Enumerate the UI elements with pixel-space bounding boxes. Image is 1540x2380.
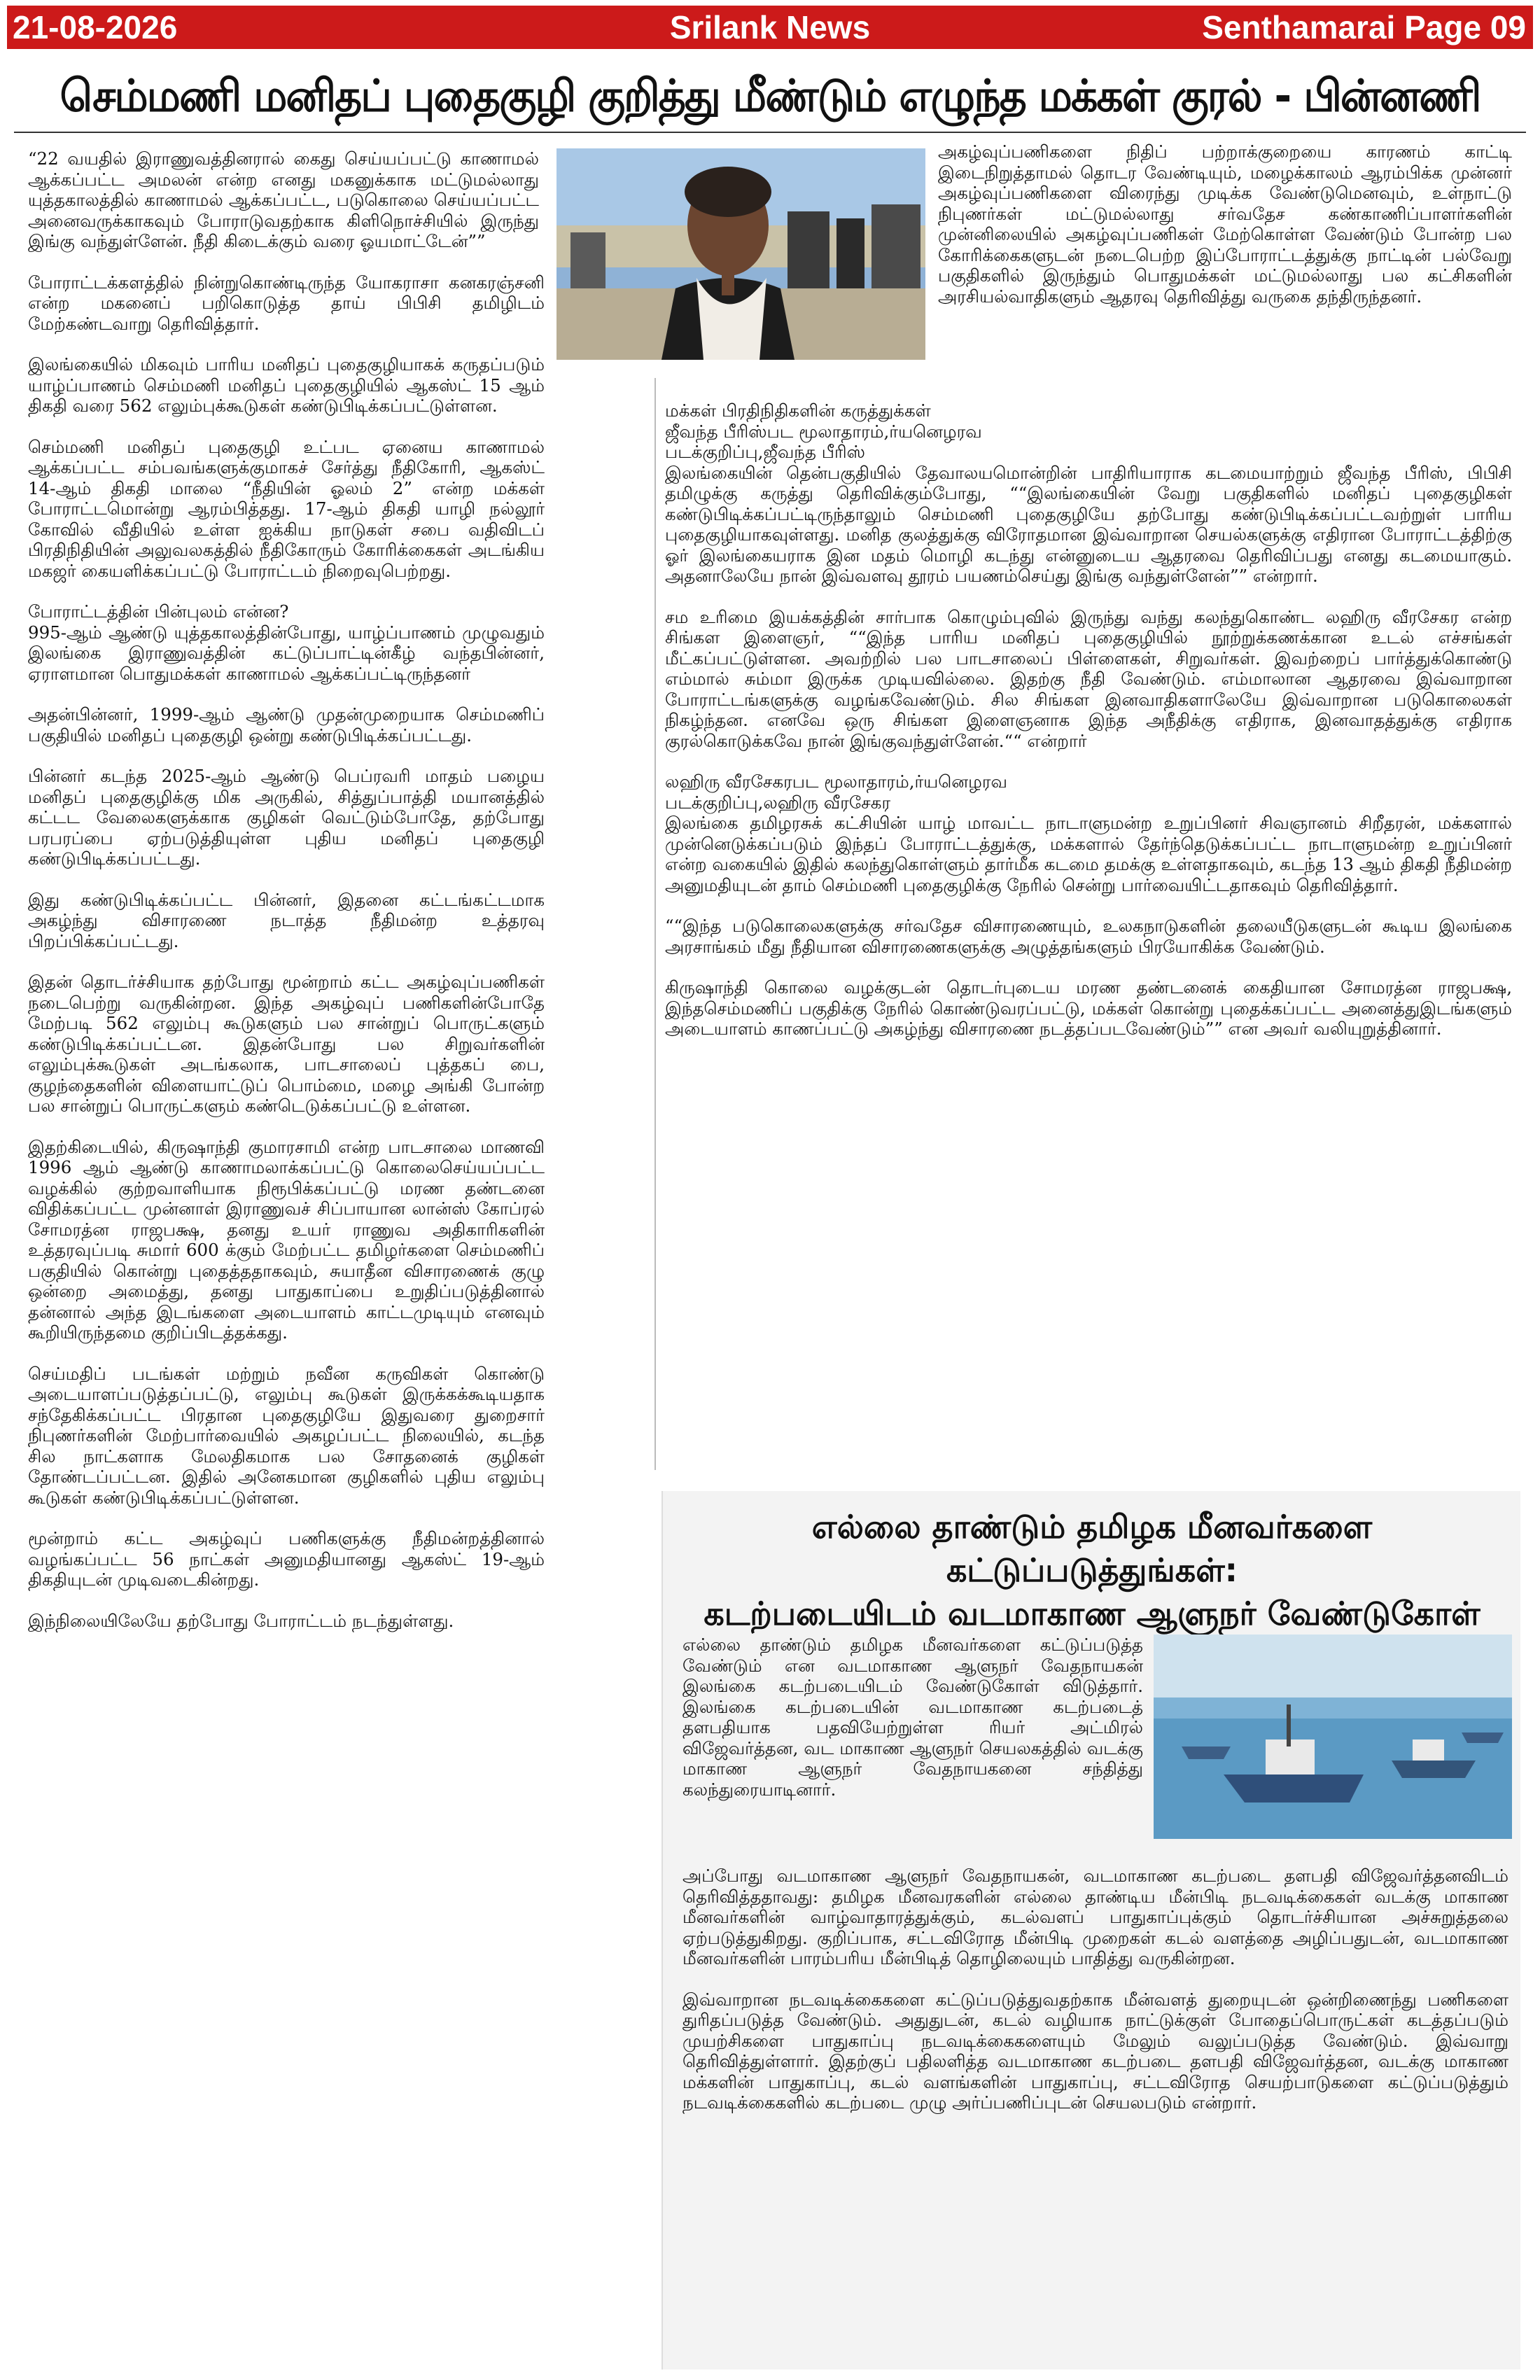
paragraph-text: “22 வயதில் இராணுவத்தினரால் கைது செய்யப்பட்டு காணாமல் ஆக்கப்பட்ட அமலன் என்ற எனது மகனுக்காக மட்டுமல்லாது யுத்தகாலத்தில் காணாமல் ஆக்கப்பட்ட, படுகொலை செய்யப்பட்ட அனைவருக்காகவும் போராடுவதற்காக கிளிநொச்சியில் இருந்து இங்கு வந்துள்ளேன். நீதி கிடைக்கும் வரை ஓயமாட்டேன்”” xyxy=(28,148,539,251)
paragraph: பின்னர் கடந்த 2025-ஆம் ஆண்டு பெப்ரவரி மாதம் பழைய மனிதப் புதைகுழிக்கு மிக அருகில், சித்துப்பாத்தி மயானத்தில் கட்டட வேலைகளுக்காக குழிகள் வெட்டும்போதே, தற்போது பரபரப்பை ஏற்படுத்தியுள்ள புதிய மனிதப் புதைகுழி கண்டுபிடிக்கப்பட்டது. xyxy=(28,766,545,869)
paragraph: இவ்வாறான நடவடிக்கைகளை கட்டுப்படுத்துவதற்காக மீன்வளத் துறையுடன் ஒன்றிணைந்து பணிகளை துரிதப்படுத்த வேண்டும். அதுதுடன், கடல் வழியாக நாட்டுக்குள் போதைப்பொருட்கள் கடத்தப்படும் முயற்சிகளை பாதுகாப்பு நடவடிக்கைகளையும் மேலும் வலுப்படுத்த வேண்டும். இவ்வாறு தெரிவித்துள்ளார். இதற்குப் பதிலளித்த வடமாகாண கடற்படை தளபதி விஜேவர்த்தன, வடக்கு மாகாண மக்களின் பாதுகாப்பு, கடல் வளங்களின் பாதுகாப்பு, சட்டவிரோத செயற்பாடுகளை கட்டுப்படுத்தும் நடவடிக்கைகளில் கடற்படை முழு அர்ப்பணிப்புடன் செயலபடும் என்றார். xyxy=(682,1989,1508,2113)
paragraph: இது கண்டுபிடிக்கப்பட்ட பின்னர், இதனை கட்டங்கட்டமாக அகழ்ந்து விசாரணை நடாத்த நீதிமன்ற உத்தரவு பிறப்பிக்கப்பட்டது. xyxy=(28,889,545,951)
paragraph: இதற்கிடையில், கிருஷாந்தி குமாரசாமி என்ற பாடசாலை மாணவி 1996 ஆம் ஆண்டு காணாமலாக்கப்பட்டு கொலைசெய்யப்பட்ட வழக்கில் குற்றவாளியாக நிரூபிக்கப்பட்டு மரண தண்டனை விதிக்கப்பட்ட முன்னாள் இராணுவச் சிப்பாயான லான்ஸ் கோப்ரல் சோமரத்ன ராஜபக்ஷ, தனது உயர் ராணுவ அதிகாரிகளின் உத்தரவுப்படி சுமார் 600 க்கும் மேற்பட்ட தமிழர்களை செம்மணிப் பகுதியில் கொன்று புதைத்ததாகவும், சுயாதீன விசாரணைக் குழு ஒன்றை அமைத்து, தனது பாதுகாப்பை உறுதிப்படுத்தினால் தன்னால் அந்த இடங்களை அடையாளம் காட்டமுடியும் எனவும் கூறியிருந்தமை குறிப்பிடத்தக்கது. xyxy=(28,1136,545,1343)
paragraph: மக்கள் பிரதிநிதிகளின் கருத்துக்கள் ஜீவந்த பீரிஸ்பட மூலாதாரம்,ர்யனெழரவ படக்குறிப்பு,ஜீவந்த பீரிஸ் இலங்கையின் தென்பகுதியில் தேவாலயமொன்றின் பாதிரியாராக கடமையாற்றும் ஜீவந்த பீரிஸ், பிபிசி தமிழுக்கு கருத்து தெரிவிக்கும்போது, ““இலங்கையின் வேறு பகுதிகளில் மனிதப் புதைகுழிகள் கண்டுபிடிக்கப்பட்டிருந்தாலும் செம்மணி புதைகுழியே தற்போது கண்டுபிடிக்கப்பட்டவற்றுள் பாரிய புதைகுழியாகவுள்ளது. மனித குலத்துக்கு விரோதமான இவ்வாறான செயல்களுக்கு எதிரான போராட்டத்திற்கு ஓர் இலங்கையராக இன மதம் மொழி கடந்து என்னுடைய ஆதரவை தெரிவிப்பது எனது கடமையாகும். அதனாலேயே நான் இவ்வளவு தூரம் பயணம்செய்து இங்கு வந்துள்ளேன்”” என்றார். xyxy=(665,400,1512,586)
paragraph: செய்மதிப் படங்கள் மற்றும் நவீன கருவிகள் கொண்டு அடையாளப்படுத்தப்பட்டு, எலும்பு கூடுகள் இருக்கக்கூடியதாக சந்தேகிக்கப்பட்ட பிரதான புதைகுழியே இதுவரை துறைசார் நிபுணர்களின் மேற்பார்வையில் அகழப்பட்ட நிலையில், கடந்த சில நாட்களாக மேலதிகமாக பல சோதனைக் குழிகள் தோண்டப்பட்டன. இதில் அனேகமான குழிகளில் புதிய எலும்பு கூடுகள் கண்டுபிடிக்கப்பட்டுள்ளன. xyxy=(28,1363,545,1508)
story2-headline-line1: எல்லை தாண்டும் தமிழக மீனவர்களை கட்டுப்படுத்துங்கள்: xyxy=(811,1508,1373,1589)
paragraph: இதன் தொடர்ச்சியாக தற்போது மூன்றாம் கட்ட அகழ்வுப்பணிகள் நடைபெற்று வருகின்றன. இந்த அகழ்வுப் பணிகளின்போதே மேற்படி 562 எலும்பு கூடுகளும் பல சான்றுப் பொருட்களும் கண்டுபிடிக்கப்பட்டன. இதன்போது பல சிறுவர்களின் எலும்புக்கூடுகள் அடங்கலாக, பாடசாலைப் புத்தகப் பை, குழந்தைகளின் விளையாட்டுப் பொம்மை, மழை அங்கி போன்ற பல சான்றுப் பொருட்களும் கண்டெடுக்கப்பட்டு உள்ளன. xyxy=(28,972,545,1116)
issue-date: 21-08-2026 xyxy=(13,9,178,46)
masthead-bar xyxy=(7,6,1533,49)
story2-intro-column xyxy=(682,1634,1143,1851)
story2-headline xyxy=(672,1505,1512,1635)
paragraph: இந்நிலையிலேயே தற்போது போராட்டம் நடந்துள்ளது. xyxy=(28,1610,454,1631)
protest-mother-photo xyxy=(556,148,925,360)
fishing-boats-photo xyxy=(1154,1634,1512,1839)
story1-quote-paragraph xyxy=(28,148,539,252)
story1-headline: செம்மணி மனிதப் புதைகுழி குறித்து மீண்டும் எழுந்த மக்கள் குரல் - பின்னணி xyxy=(59,70,1480,122)
paragraph: இலங்கையில் மிகவும் பாரிய மனிதப் புதைகுழியாகக் கருதப்படும் யாழ்ப்பாணம் செம்மணி மனிதப் புதைகுழியில் ஆகஸ்ட் 15 ஆம் திகதி வரை 562 எலும்புக்கூடுகள் கண்டுபிடிக்கப்பட்டுள்ளன. xyxy=(28,354,545,416)
paragraph: லஹிரு வீரசேகரபட மூலாதாரம்,ர்யனெழரவ படக்குறிப்பு,லஹிரு வீரசேகர இலங்கை தமிழரசுக் கட்சியின் யாழ் மாவட்ட நாடாளுமன்ற உறுப்பினர் சிவஞானம் சிறீதரன், மக்களால் முன்னெடுக்கப்படும் இந்தப் போராட்டத்துக்கு, மக்களால் தேர்ந்தெடுக்கப்பட்ட நாடாளுமன்ற உறுப்பினர் என்ற வகையில் இதில் கலந்துகொள்ளும் தார்மீக கடமை தமக்கு உள்ளதாகவும், கடந்த 13 ஆம் திகதி நீதிமன்ற அனுமதியுடன் தாம் செம்மணி புதைகுழிக்கு நேரில் சென்று பார்வையிட்டதாகவும் தெரிவித்தார். xyxy=(665,771,1512,895)
paragraph: எல்லை தாண்டும் தமிழக மீனவர்களை கட்டுப்படுத்த வேண்டும் என வடமாகாண ஆளுநர் வேதநாயகன் இலங்கை கடற்படையிடம் வேண்டுகோள் விடுத்தார். இலங்கை கடற்படையின் வடமாகாண கடற்படைத் தளபதியாக பதவியேற்றுள்ள ரியர் அட்மிரல் விஜேவர்த்தன, வட மாகாண ஆளுநர் செயலகத்தில் வடக்கு மாகாண ஆளுநர் வேதநாயகனை சந்தித்து கலந்துரையாடினார். xyxy=(682,1634,1143,1800)
newspaper-name: Srilank News xyxy=(669,9,871,46)
paragraph: சம உரிமை இயக்கத்தின் சார்பாக கொழும்புவில் இருந்து வந்து கலந்துகொண்ட லஹிரு வீரசேகர என்ற சிங்கள இளைஞர், ““இந்த பாரிய மனிதப் புதைகுழியில் நூற்றுக்கணக்கான உடல் எச்சங்கள் மீட்கப்பட்டுள்ளன. அவற்றில் பல பாடசாலைப் பிள்ளைகள், சிறுவர்கள். இவற்றைப் பார்த்துக்கொண்டு எம்மால் சும்மா இருக்க முடியவில்லை. இதற்கு நீதி வேண்டும். எம்மாலான ஆதரவை இவ்வாறான போராட்டங்களுக்கு வழங்கவேண்டும். சில சிங்கள இனவாதிகளாலேயே இவ்வாறான படுகொலைகள் நிகழ்ந்தன. எனவே ஒரு சிங்கள இளைஞனாக இந்த அநீதிக்கு எதிராக, இனவாதத்துக்கு எதிராக குரல்கொடுக்கவே நான் இங்குவந்துள்ளேன்.““ என்றார் xyxy=(665,606,1512,751)
headline-rule xyxy=(14,132,1526,133)
paragraph: அகழ்வுப்பணிகளை நிதிப் பற்றாக்குறையை காரணம் காட்டி இடைநிறுத்தாமல் தொடர வேண்டியும், மழைக்காலம் ஆரம்பிக்க முன்னர் அகழ்வுப்பணிகளை விரைந்து முடிக்க வேண்டுமெனவும், உள்நாட்டு நிபுணர்கள் மட்டுமல்லாது சர்வதேச கண்காணிப்பாளர்களின் முன்னிலையில் அகழ்வுப்பணிகள் மேற்கொள்ள வேண்டும் போன்ற பல கோரிக்கைகளுடன் நடைபெற்ற இப்போராட்டத்துக்கு நாட்டின் பல்வேறு பகுதிகளில் இருந்தும் பொதுமக்கள் மட்டுமல்லாது பல கட்சிகளின் அரசியல்வாதிகளும் ஆதரவு தெரிவித்து வருகை தந்திருந்தனர். xyxy=(938,141,1512,307)
paragraph: போராட்டக்களத்தில் நின்றுகொண்டிருந்த யோகராசா கனகரஞ்சனி என்ற மகனைப் பறிகொடுத்த தாய் பிபிசி தமிழிடம் மேற்கண்டவாறு தெரிவித்தார். xyxy=(28,272,545,334)
story1-column-1 xyxy=(28,148,545,2367)
column-divider xyxy=(654,378,656,1470)
paragraph: அதன்பின்னர், 1999-ஆம் ஆண்டு முதன்முறையாக செம்மணிப் பகுதியில் மனிதப் புதைகுழி ஒன்று கண்டுபிடிக்கப்பட்டது. xyxy=(28,704,545,746)
page-label: Senthamarai Page 09 xyxy=(1202,9,1526,46)
paragraph: அப்போது வடமாகாண ஆளுநர் வேதநாயகன், வடமாகாண கடற்படை தளபதி விஜேவர்த்தனவிடம் தெரிவித்ததாவது: தமிழக மீனவரகளின் எல்லை தாண்டிய மீன்பிடி நடவடிக்கைகள் வடக்கு மாகாண மீனவர்களின் வாழ்வாதாரத்துக்கும், கடல்வளப் பாதுகாப்புக்கும் தொடர்ச்சியான அச்சுறுத்தலை ஏற்படுத்துகிறது. குறிப்பாக, சட்டவிரோத மீன்பிடி முறைகள் கடல் வளத்தை அழிப்பதுடன், வடமாகாண மீனவர்களின் பாரம்பரிய மீன்பிடித் தொழிலையும் பாதித்து வருகின்றன. xyxy=(682,1865,1508,1968)
story2-body-column xyxy=(682,1865,1508,2370)
story2-headline-line2: கடற்படையிடம் வடமாகாண ஆளுநர் வேண்டுகோள் xyxy=(704,1595,1480,1632)
protest-photo-illustration xyxy=(556,148,925,360)
paragraph: போராட்டத்தின் பின்புலம் என்ன? 995-ஆம் ஆண்டு யுத்தகாலத்தின்போது, யாழ்ப்பாணம் முழுவதும் இலங்கை இராணுவத்தின் கட்டுப்பாட்டின்கீழ் வந்தபின்னர், ஏராளமான பொதுமக்கள் காணாமல் ஆக்கப்பட்டிருந்தனர் xyxy=(28,601,545,684)
paragraph: மூன்றாம் கட்ட அகழ்வுப் பணிகளுக்கு நீதிமன்றத்தினால் வழங்கப்பட்ட 56 நாட்கள் அனுமதியானது ஆகஸ்ட் 19-ஆம் திகதியுடன் முடிவடைகின்றது. xyxy=(28,1528,545,1590)
boats-photo-illustration xyxy=(1154,1634,1512,1839)
story1-column-2 xyxy=(665,400,1512,1478)
story1-column-2-top xyxy=(938,141,1512,393)
paragraph: செம்மணி மனிதப் புதைகுழி உட்பட ஏனைய காணாமல் ஆக்கப்பட்ட சம்பவங்களுக்குமாகச் சேர்த்து நீதிகோரி, ஆகஸ்ட் 14-ஆம் திகதி மாலை “நீதியின் ஓலம் 2” என்ற மக்கள் போராட்டமொன்று ஆரம்பித்தது. 17-ஆம் திகதி யாழி நல்லூர் கோவில் வீதியில் உள்ள ஐக்கிய நாடுகள் சபை வதிவிடப் பிரதிநிதியின் அலுவலகத்தில் நீதிகோரும் கோரிக்கைகள் அடங்கிய மகஜர் கையளிக்கப்பட்டு போராட்டம் நிறைவுபெற்றது. xyxy=(28,436,545,581)
paragraph: கிருஷாந்தி கொலை வழக்குடன் தொடர்புடைய மரண தண்டனைக் கைதியான சோமரத்ன ராஜபக்ஷ, இந்தசெம்மணிப் பகுதிக்கு நேரில் கொண்டுவரப்பட்டு, மக்கள் கொன்று புதைக்கப்பட்ட அனைத்துஇடங்களும் அடையாளம் காணப்பட்டு அகழ்ந்து விசாரணை நடத்தப்படவேண்டும்”” என அவர் வலியுறுத்தினார். xyxy=(665,977,1512,1039)
paragraph: ““இந்த படுகொலைகளுக்கு சர்வதேச விசாரணையும், உலகநாடுகளின் தலையீடுகளுடன் கூடிய இலங்கை அரசாங்கம் மீது நீதியான விசாரணைகளுக்கு அழுத்தங்களும் பிரயோகிக்க வேண்டும். xyxy=(665,916,1512,957)
